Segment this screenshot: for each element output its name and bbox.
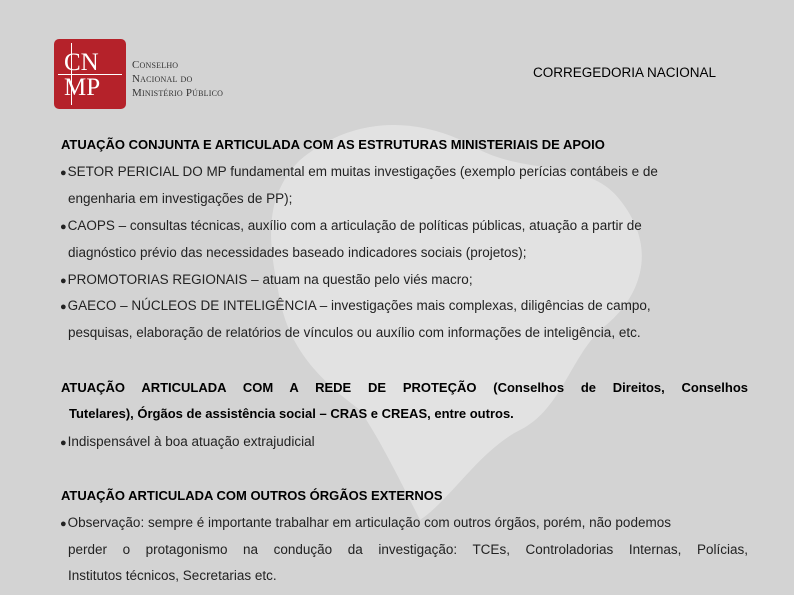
list-item xyxy=(60,429,748,456)
org-name-line2: Nacional do xyxy=(132,73,193,85)
list-item-line2: pesquisas, elaboração de relatórios de vínculos ou auxílio com informações de inteligência, etc. xyxy=(68,325,641,340)
org-name xyxy=(132,58,223,100)
list-item xyxy=(60,293,748,346)
list-item xyxy=(60,510,748,589)
section3-title: ATUAÇÃO ARTICULADA COM OUTROS ÓRGÃOS EXTERNOS xyxy=(61,488,443,503)
list-item xyxy=(60,267,748,294)
bullet-icon: ● xyxy=(60,221,67,233)
bullet-icon: ● xyxy=(60,437,67,449)
bullet-icon: ● xyxy=(60,301,67,313)
list-item-line3: Institutos técnicos, Secretarias etc. xyxy=(68,568,277,583)
section2-title xyxy=(61,375,748,427)
list-item-line1: SETOR PERICIAL DO MP fundamental em muitas investigações (exemplo perícias contábeis e de xyxy=(67,164,658,179)
bullet-icon: ● xyxy=(60,275,67,287)
page-title: CORREGEDORIA NACIONAL xyxy=(533,65,717,80)
cnmp-logo xyxy=(54,39,126,109)
list-item xyxy=(60,159,748,212)
list-item-line1: CAOPS – consultas técnicas, auxílio com a articulação de políticas públicas, atuação a partir de xyxy=(67,218,642,233)
list-item-line2: diagnóstico prévio das necessidades baseado indicadores sociais (projetos); xyxy=(68,245,527,260)
list-item-text: Indispensável à boa atuação extrajudicial xyxy=(67,434,315,449)
org-name-line1: Conselho xyxy=(132,59,179,71)
list-item-line1: PROMOTORIAS REGIONAIS – atuam na questão pelo viés macro; xyxy=(67,272,473,287)
bullet-icon: ● xyxy=(60,518,67,530)
list-item xyxy=(60,213,748,266)
list-item-line1: GAECO – NÚCLEOS DE INTELIGÊNCIA – investigações mais complexas, diligências de campo, xyxy=(67,298,651,313)
bullet-icon: ● xyxy=(60,167,67,179)
section2-title-line1: ATUAÇÃO ARTICULADA COM A REDE DE PROTEÇÃO (Conselhos de Direitos, Conselhos xyxy=(61,380,748,395)
org-name-line3: Ministério Público xyxy=(132,87,224,99)
list-item-line2: engenharia em investigações de PP); xyxy=(68,191,293,206)
section2-title-line2: Tutelares), Órgãos de assistência social – CRAS e CREAS, entre outros. xyxy=(69,406,514,421)
list-item-line1: Observação: sempre é importante trabalhar em articulação com outros órgãos, porém, não podemos xyxy=(67,515,671,530)
logo-mark-cn: CN xyxy=(64,49,99,76)
section1-title: ATUAÇÃO CONJUNTA E ARTICULADA COM AS ESTRUTURAS MINISTERIAIS DE APOIO xyxy=(61,137,605,152)
list-item-line2: perder o protagonismo na condução da investigação: TCEs, Controladorias Internas, Polícias, xyxy=(68,542,748,557)
logo-mark-mp: MP xyxy=(64,74,101,101)
